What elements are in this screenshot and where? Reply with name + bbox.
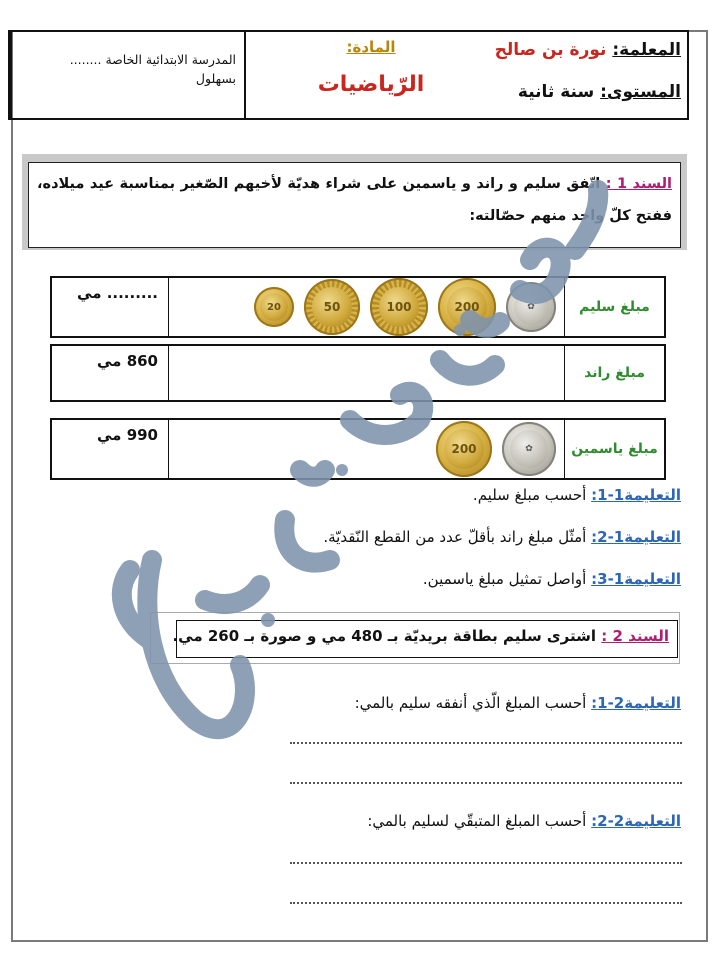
coin-20-icon: 20 — [254, 287, 294, 327]
silver-coin-icon: ✿ — [502, 422, 556, 476]
answer-line[interactable] — [290, 862, 682, 864]
sanad1-text: اتّفق سليم و راند و ياسمين على شراء هديّة لأخيهم الصّغير بمناسبة عيد ميلاده، ففتح كلّ واحد منهم حصّالته: — [37, 176, 672, 224]
subject-label: المادة: — [346, 38, 396, 56]
instruction-text: أواصل تمثيل مبلغ ياسمين. — [422, 570, 587, 588]
level-label: المستوى: — [600, 82, 681, 102]
teacher-name: نورة بن صالح — [494, 40, 607, 60]
school-line-1: المدرسة الابتدائية الخاصة ........ — [69, 52, 236, 67]
school-cell — [10, 32, 244, 118]
rand-coins-empty — [168, 346, 564, 400]
subject-value: الرّياضيات — [317, 72, 425, 97]
answer-line[interactable] — [290, 902, 682, 904]
teacher-label: المعلمة: — [612, 40, 681, 60]
coin-200-icon: 200 — [436, 421, 492, 477]
silver-coin-icon: ✿ — [506, 282, 556, 332]
sanad1-tag: السند 1 : — [605, 176, 672, 192]
coin-200-icon: 200 — [438, 278, 496, 336]
salim-label: مبلغ سليم — [564, 278, 664, 336]
subject-cell — [244, 32, 496, 118]
level-value: سنة ثانية — [517, 82, 595, 102]
answer-line[interactable] — [290, 742, 682, 744]
instruction-tag: التعليمة2-1: — [591, 694, 681, 712]
instruction-2-2 — [367, 812, 681, 830]
instruction-tag: التعليمة2-2: — [591, 812, 681, 830]
school-line-2: بسهلول — [195, 71, 236, 86]
instruction-tag: التعليمة1-1: — [591, 486, 681, 504]
sanad2-text: اشترى سليم بطاقة بريديّة بـ 480 مي و صورة بـ 260 مي. — [172, 627, 597, 645]
instruction-2-1 — [355, 694, 681, 712]
instruction-1-3 — [423, 570, 681, 588]
salim-coins — [168, 278, 564, 336]
instruction-1-2 — [323, 528, 681, 546]
instruction-tag: التعليمة1-2: — [591, 528, 681, 546]
instruction-1-1 — [473, 486, 681, 504]
coin-50-icon: 50 — [304, 279, 360, 335]
rand-amount: 860 مي — [97, 352, 158, 370]
yasmine-amount: 990 مي — [97, 426, 158, 444]
sanad2-tag: السند 2 : — [601, 627, 669, 645]
answer-line[interactable] — [290, 782, 682, 784]
sanad2-box — [172, 620, 678, 658]
instruction-text: أحسب المبلغ الّذي أنفقه سليم بالمي: — [354, 694, 587, 712]
yasmine-label: مبلغ ياسمين — [564, 420, 664, 478]
instruction-text: أحسب المبلغ المتبقّي لسليم بالمي: — [367, 812, 587, 830]
header-table — [8, 30, 689, 120]
rand-table — [50, 344, 666, 402]
rand-label: مبلغ راند — [564, 346, 664, 400]
salim-amount: ......... مي — [77, 284, 158, 302]
instruction-tag: التعليمة1-3: — [591, 570, 681, 588]
instruction-text: أحسب مبلغ سليم. — [472, 486, 587, 504]
coin-100-icon: 100 — [370, 278, 428, 336]
teacher-cell — [496, 32, 687, 118]
salim-table — [50, 276, 666, 338]
sanad1-box — [28, 162, 681, 248]
yasmine-coins — [168, 420, 564, 478]
instruction-text: أمثّل مبلغ راند بأقلّ عدد من القطع النّقديّة. — [323, 528, 587, 546]
yasmine-table — [50, 418, 666, 480]
